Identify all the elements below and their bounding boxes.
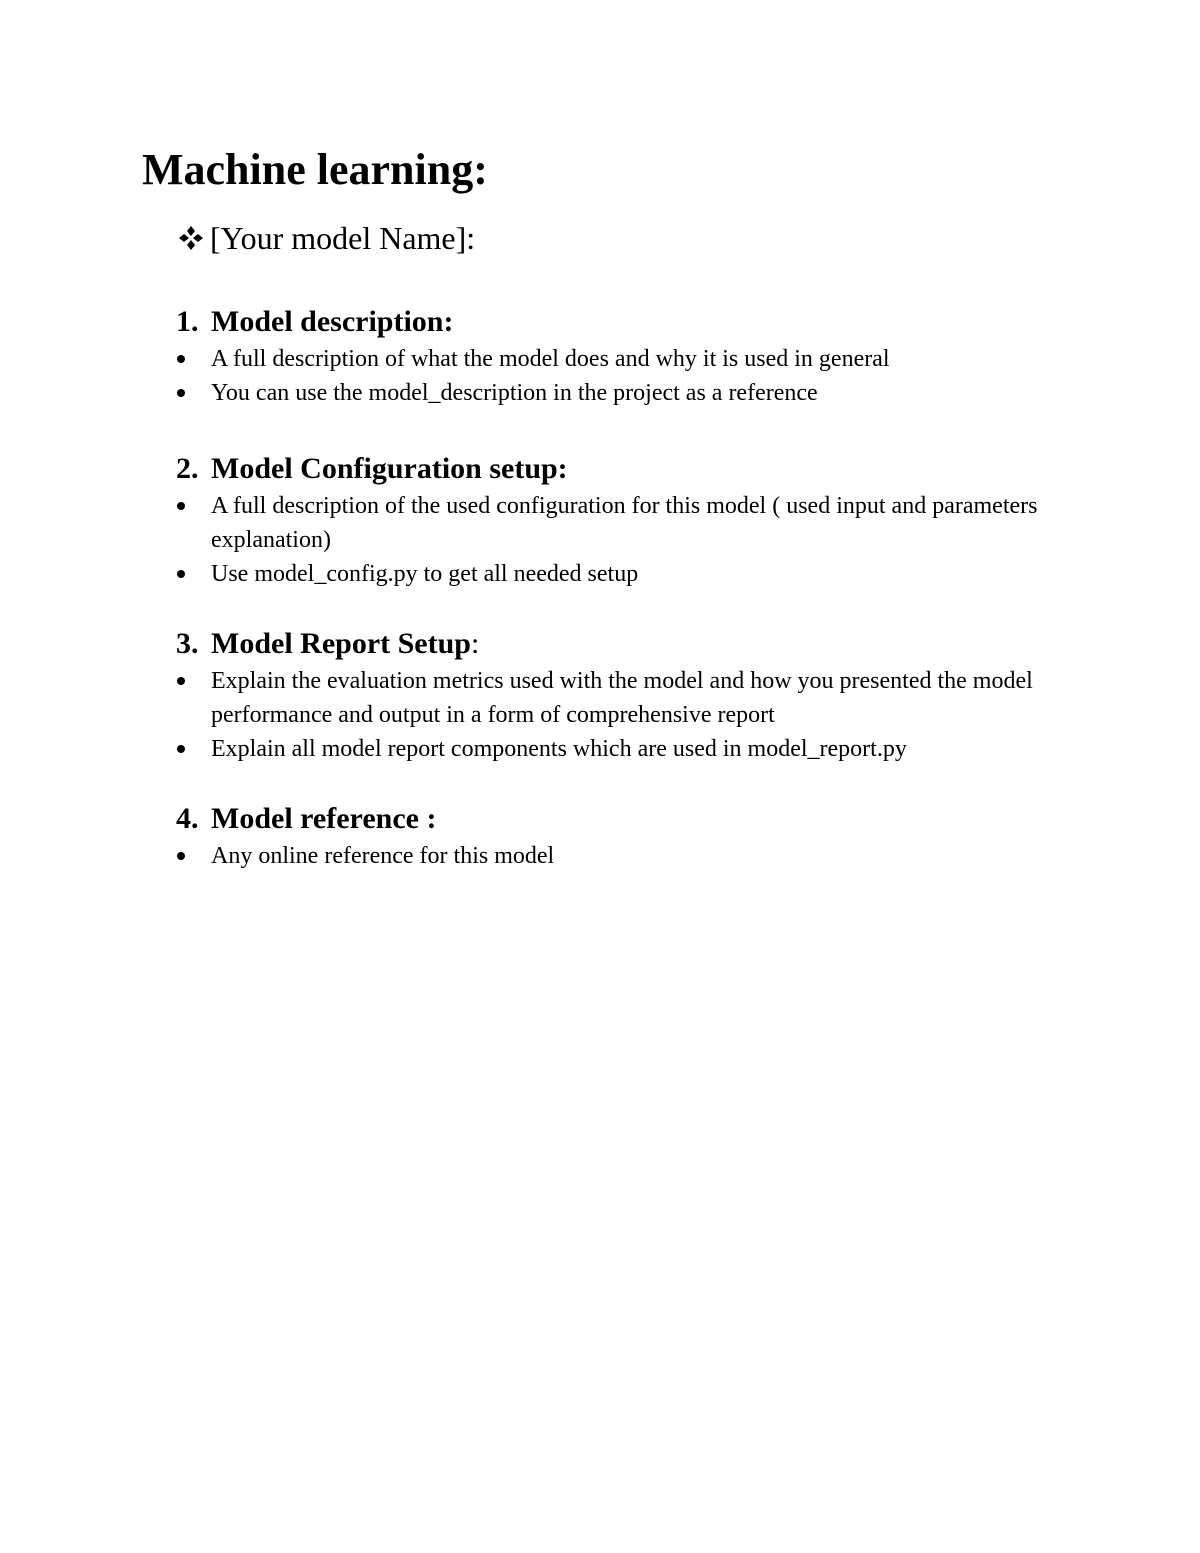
bullet-list xyxy=(176,664,1076,766)
section-model-configuration xyxy=(176,449,1076,591)
list-item-text: Explain the evaluation metrics used with the model and how you presented the model performance and output in a form of comprehensive report xyxy=(211,668,1033,728)
list-item xyxy=(176,376,1051,410)
section-model-description xyxy=(176,302,1076,410)
list-item xyxy=(176,732,1051,766)
section-heading xyxy=(176,799,1076,839)
bullet-list xyxy=(176,342,1076,410)
list-item-text: A full description of what the model does and why it is used in general xyxy=(211,346,890,372)
list-item xyxy=(176,489,1051,557)
bullet-icon xyxy=(177,502,185,510)
list-item xyxy=(176,342,1051,376)
list-item-text: Use model_config.py to get all needed setup xyxy=(211,561,639,587)
section-title: Model Report Setup xyxy=(211,627,471,660)
bullet-icon xyxy=(177,745,185,753)
document-title: Machine learning: xyxy=(142,145,488,194)
section-number: 4. xyxy=(176,802,199,835)
list-item-text: Any online reference for this model xyxy=(211,843,555,869)
bullet-list xyxy=(176,489,1076,591)
section-title: Model reference : xyxy=(211,802,437,835)
section-heading xyxy=(176,449,1076,489)
section-model-reference xyxy=(176,799,1076,873)
section-title-suffix: : xyxy=(470,627,480,660)
model-name-line xyxy=(178,216,475,260)
list-item-text: You can use the model_description in the project as a reference xyxy=(211,380,818,406)
bullet-icon xyxy=(177,852,185,860)
list-item-text: Explain all model report components which are used in model_report.py xyxy=(211,736,907,762)
section-heading xyxy=(176,302,1076,342)
list-item xyxy=(176,839,1051,873)
bullet-icon xyxy=(177,389,185,397)
bullet-list xyxy=(176,839,1076,873)
section-number: 2. xyxy=(176,452,199,485)
four-petal-diamond-icon xyxy=(178,225,204,251)
section-model-report-setup xyxy=(176,624,1076,766)
section-title: Model description: xyxy=(211,305,454,338)
list-item xyxy=(176,557,1051,591)
section-number: 3. xyxy=(176,627,199,660)
list-item-text: A full description of the used configuration for this model ( used input and parameters explanation) xyxy=(211,493,1038,553)
bullet-icon xyxy=(177,677,185,685)
section-heading xyxy=(176,624,1076,664)
section-number: 1. xyxy=(176,305,199,338)
list-item xyxy=(176,664,1051,732)
section-title: Model Configuration setup: xyxy=(211,452,568,485)
model-name-placeholder: [Your model Name]: xyxy=(210,220,476,256)
bullet-icon xyxy=(177,570,185,578)
bullet-icon xyxy=(177,355,185,363)
